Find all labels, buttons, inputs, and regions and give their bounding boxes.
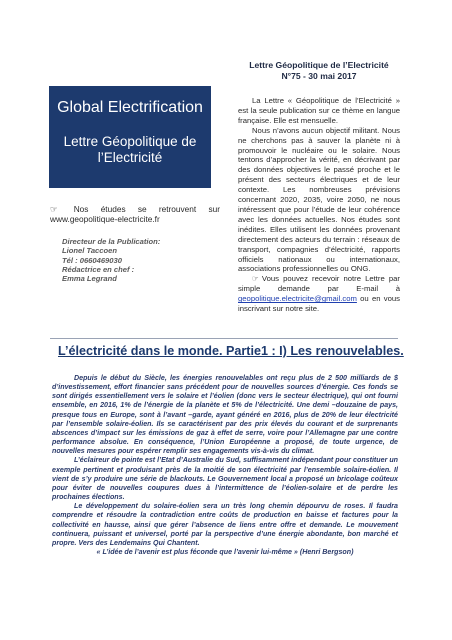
contact-email-link[interactable]: geopolitique.electricite@gmail.com	[238, 294, 357, 304]
article-headline: L’électricité dans le monde. Partie1 : I) Les renouvelables.	[58, 344, 404, 358]
note-word: se	[137, 204, 147, 214]
masthead	[238, 60, 400, 82]
note-word: Nos	[73, 204, 89, 214]
article-paragraph: Le développement du solaire-éolien sera un très long chemin dépourvu de roses. Il faudra comprendre et résoudre la contradiction entre coûts de production en baisse et factures pour la collectivité en hausse, ainsi que gérer l’absence de liens entre offre et demande. Le mouvement continuera, puissant et universel, porté par la perspective d’une énergie abondante, bon marché et propre. Vers des Lendemains Qui Chantent.	[52, 502, 398, 547]
article-paragraph: Depuis le début du Siècle, les énergies renouvelables ont reçu plus de 2 500 milliards de $ d’investissement, effort financier sans précédent pour de nouvelles sources d’énergie. Ces fonds se sont dirigés essentiellement vers le solaire et l’éolien (donc vers le secteur électrique), qui ont fourni ensemble, en 2016, 1% de l’énergie de la planète et 5% de l’électricité. Une demi –douzaine de pays, presque tous en Europe, sont à l’avant –garde, ayant généré en 2016, plus de 20% de leur électricité par l’ensemble solaire-éolien. Ils se caractérisent par des prix élevés du courant et de surprenants abscences d’impact sur les émissions de gaz à effet de serre, voire pour l’Allemagne par une contre performance absolue. En conséquence, l’Union Européenne a proposé, de toute urgence, de nouvelles mesures pour espérer remplir ses engagements vis-à-vis du climat.	[52, 374, 398, 456]
pointing-hand-icon: ☞	[50, 204, 58, 214]
director-label: Directeur de la Publication:	[62, 237, 161, 246]
website-note-line	[50, 204, 220, 214]
article-body	[52, 374, 398, 557]
phone-number: Tél : 0660469030	[62, 255, 122, 265]
website-note	[50, 204, 220, 225]
title-banner	[49, 86, 211, 188]
subscribe-paragraph	[238, 274, 400, 314]
note-word: sur	[208, 204, 220, 214]
editor-name: Emma Legrand	[62, 274, 117, 284]
editor-label: Rédactrice en chef :	[62, 264, 135, 274]
intro-paragraph: Nous n’avons aucun objectif militant. Nous ne cherchons pas à sauver la planète ni à promouvoir le nucléaire ou le solaire. Nous tentons d’approcher la vérité, en décrivant par des données objectives le passé proche et le présent des secteurs électriques et de leur contexte. Les nombreuses prévisions concernant 2020, 2035, voire 2050, ne nous intéressent que pour l’étude de leur cohérence avec les données actuelles. Nos études sont inédites. Elles utilisent les données provenant directement des acteurs du terrain : réseaux de transport, compagnies d’électricité, rapports officiels nationaux ou internationaux, associations professionnelles ou ONG.	[238, 125, 400, 274]
intro-column	[238, 96, 400, 314]
note-word: études	[100, 204, 126, 214]
intro-paragraph: La Lettre « Géopolitique de l’Electricité » est la seule publication sur ce thème en langue française. Elle est mensuelle.	[238, 96, 400, 125]
closing-quote: « L’idée de l’avenir est plus féconde que l’avenir lui-même » (Henri Bergson)	[96, 547, 354, 556]
subscribe-text: Vous pouvez recevoir notre Lettre par simple demande par E-mail à	[238, 274, 400, 294]
website-url[interactable]: www.geopolitique-electricite.fr	[50, 214, 160, 225]
issue-number-date: N°75 - 30 mai 2017	[281, 71, 357, 81]
newsletter-title: Lettre Géopolitique de l’Electricité	[249, 60, 389, 70]
banner-title: Global Electrification	[57, 99, 203, 116]
banner-subtitle: Lettre Géopolitique de l’Electricité	[63, 134, 197, 165]
pointing-hand-icon: ☞	[252, 274, 259, 284]
publication-credits	[62, 237, 212, 283]
section-divider	[50, 338, 398, 339]
article-paragraph: L’éclaireur de pointe est l’Etat d’Australie du Sud, suffisamment indépendant pour constituer un exemple pertinent et produisant près de la moitié de son électricité par l’ensemble solaire-éolien. Il vient de s’y produire une série de blackouts. Le Gouvernement local a proposé un bricolage coûteux pour éviter de nouvelles coupures dues à l’intermittence de l’éolien-solaire et de perdre les prochaines élections.	[52, 456, 398, 502]
note-word: retrouvent	[158, 204, 197, 214]
subscribe-text-end: ou en vous inscrivant sur notre site.	[238, 294, 400, 314]
director-name: Lionel Taccoen	[62, 246, 117, 256]
